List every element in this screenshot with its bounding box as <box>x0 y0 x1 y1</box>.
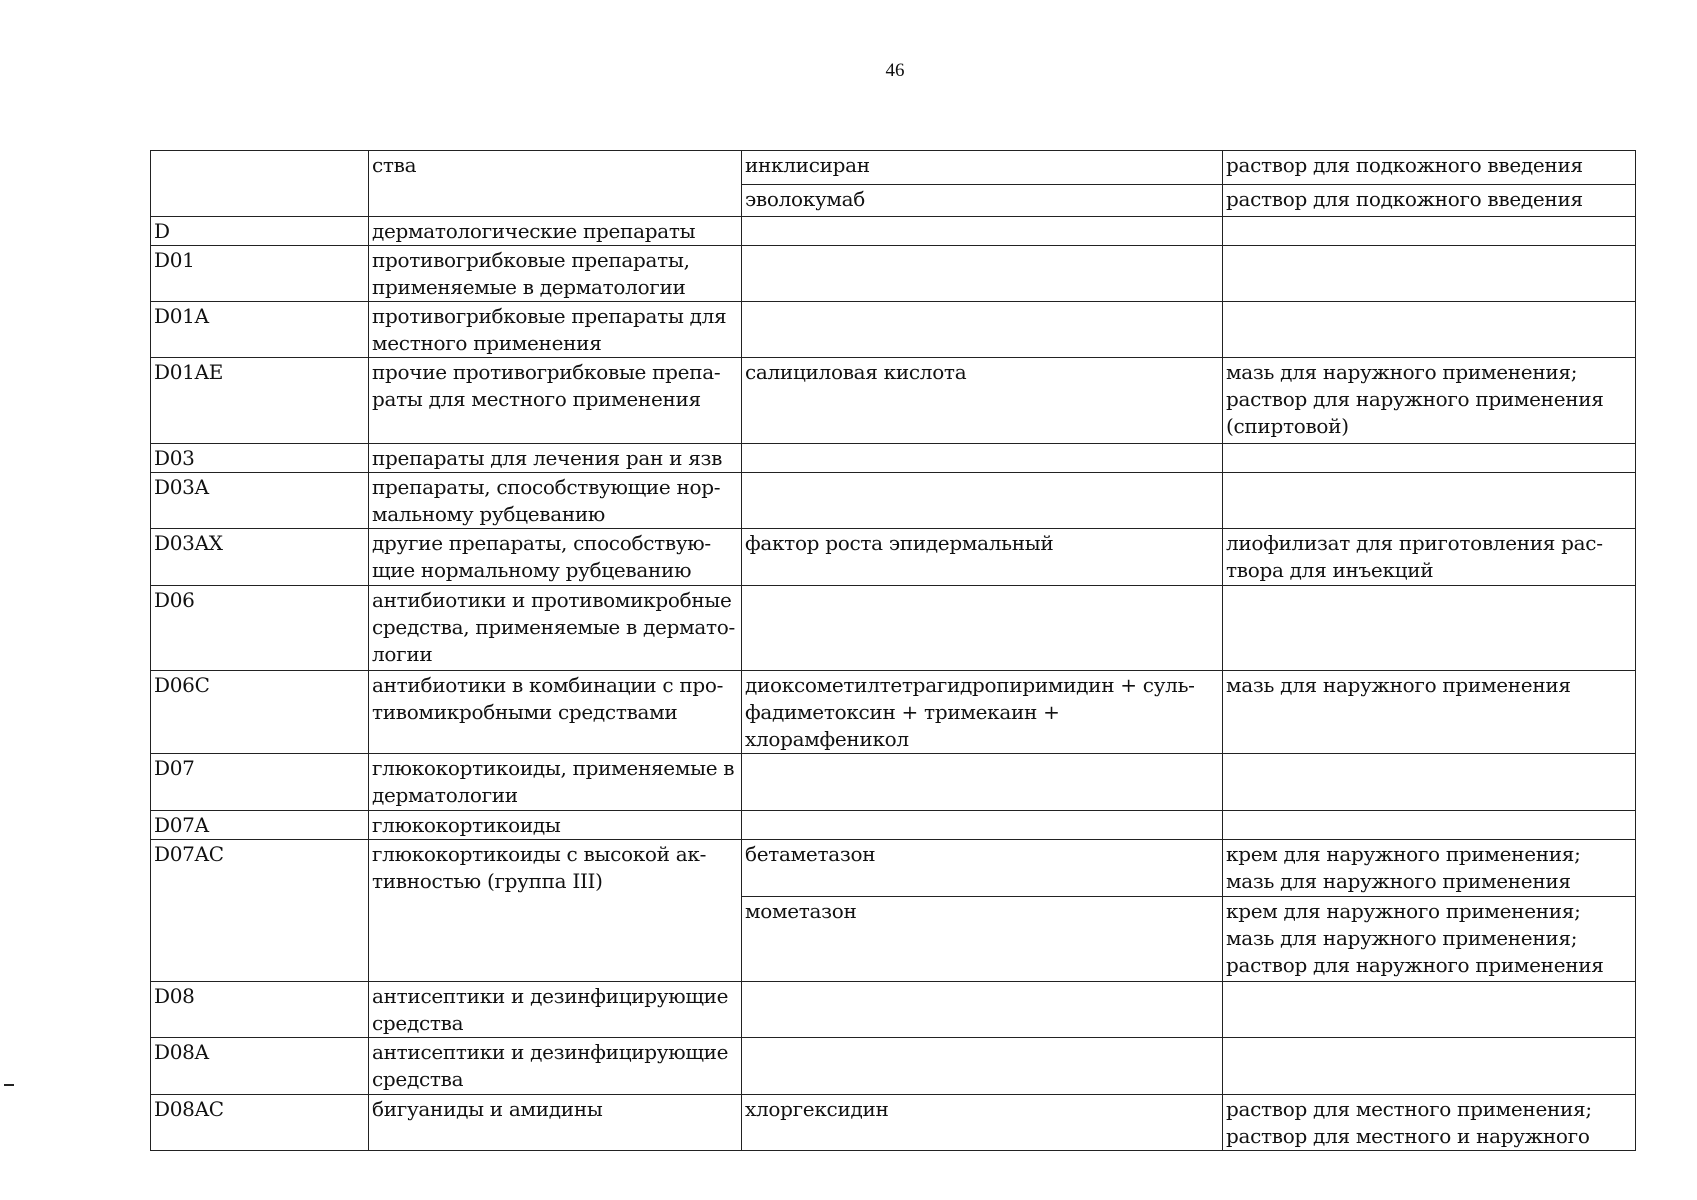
table-row <box>151 246 1636 302</box>
group-name-cell: дерматологические препараты <box>369 217 742 246</box>
table-row <box>151 982 1636 1038</box>
drug-name-cell <box>742 754 1223 811</box>
atc-code-cell: D07A <box>151 811 369 840</box>
dosage-form: раствор для местного применения; <box>1226 1097 1592 1121</box>
dosage-form: раствор для местного и наружного <box>1226 1124 1590 1148</box>
dosage-form: лиофилизат для приготовления рас-твора для инъекций <box>1226 531 1603 582</box>
dosage-form-cell <box>1223 246 1636 302</box>
drug-name-cell: инклисиран <box>742 151 1223 185</box>
drug-name-cell <box>742 586 1223 671</box>
dosage-form: мазь для наружного применения; <box>1226 360 1578 384</box>
drug-name-cell <box>742 811 1223 840</box>
dosage-form-cell <box>1223 529 1636 586</box>
table-row <box>151 358 1636 444</box>
atc-code-cell: D08A <box>151 1038 369 1095</box>
drug-name-cell: мометазон <box>742 897 1223 982</box>
group-name-cell: прочие противогрибковые препа-раты для местного применения <box>369 358 742 444</box>
table-row <box>151 302 1636 358</box>
dosage-form: раствор для наружного применения <box>1226 953 1604 977</box>
group-name-cell: противогрибковые препараты для местного применения <box>369 302 742 358</box>
dosage-form: раствор для подкожного введения <box>1226 153 1583 177</box>
dosage-form: раствор для наружного применения (спиртовой) <box>1226 387 1604 438</box>
dosage-form-cell <box>1223 754 1636 811</box>
atc-code-cell: D03AX <box>151 529 369 586</box>
table-row <box>151 473 1636 529</box>
drug-name-cell: салициловая кислота <box>742 358 1223 444</box>
dosage-form-cell <box>1223 811 1636 840</box>
drug-name-cell: хлоргексидин <box>742 1095 1223 1151</box>
atc-code-cell: D08 <box>151 982 369 1038</box>
drug-name-cell <box>742 217 1223 246</box>
table-row <box>151 217 1636 246</box>
atc-code-cell: D06 <box>151 586 369 671</box>
atc-code-cell: D08AC <box>151 1095 369 1151</box>
dosage-form-cell <box>1223 897 1636 982</box>
dosage-form-cell <box>1223 473 1636 529</box>
dosage-form-cell <box>1223 185 1636 217</box>
atc-code-cell: D07AC <box>151 840 369 982</box>
atc-code-cell: D06C <box>151 671 369 754</box>
group-name-cell: ства <box>369 151 742 217</box>
group-name-cell: препараты, способствующие нор-мальному рубцеванию <box>369 473 742 529</box>
margin-mark <box>4 1084 14 1086</box>
group-name-cell: антибиотики в комбинации с про-тивомикробными средствами <box>369 671 742 754</box>
table-row <box>151 444 1636 473</box>
drug-name-cell <box>742 302 1223 358</box>
dosage-form-cell <box>1223 444 1636 473</box>
atc-code-cell: D01A <box>151 302 369 358</box>
atc-code-cell <box>151 151 369 217</box>
table-row <box>151 671 1636 754</box>
group-name-cell: другие препараты, способствую-щие нормальному рубцеванию <box>369 529 742 586</box>
atc-code-cell: D <box>151 217 369 246</box>
dosage-form-cell <box>1223 358 1636 444</box>
drug-name-cell <box>742 246 1223 302</box>
table-row <box>151 840 1636 897</box>
group-name-cell: глюкокортикоиды с высокой ак-тивностью (группа III) <box>369 840 742 982</box>
dosage-form-cell <box>1223 840 1636 897</box>
drug-name-cell <box>742 444 1223 473</box>
group-name-cell: глюкокортикоиды, применяемые в дерматологии <box>369 754 742 811</box>
drug-name-cell <box>742 1038 1223 1095</box>
table-row <box>151 811 1636 840</box>
table-row <box>151 529 1636 586</box>
group-name-cell: глюкокортикоиды <box>369 811 742 840</box>
dosage-form-cell <box>1223 982 1636 1038</box>
group-name-cell: антисептики и дезинфицирующие средства <box>369 982 742 1038</box>
atc-code-cell: D03 <box>151 444 369 473</box>
atc-code-cell: D01 <box>151 246 369 302</box>
table-row <box>151 754 1636 811</box>
dosage-form: мазь для наружного применения <box>1226 673 1571 697</box>
drug-name-cell: диоксометилтетрагидропиримидин + суль-фадиметоксин + тримекаин + хлорамфеникол <box>742 671 1223 754</box>
atc-code-cell: D01AE <box>151 358 369 444</box>
group-name-cell: антибиотики и противомикробные средства, применяемые в дермато-логии <box>369 586 742 671</box>
group-name-cell: антисептики и дезинфицирующие средства <box>369 1038 742 1095</box>
table-row <box>151 586 1636 671</box>
dosage-form: раствор для подкожного введения <box>1226 187 1583 211</box>
drug-name-cell <box>742 982 1223 1038</box>
dosage-form-cell <box>1223 1095 1636 1151</box>
drug-name-cell <box>742 473 1223 529</box>
dosage-form-cell <box>1223 302 1636 358</box>
group-name-cell: бигуаниды и амидины <box>369 1095 742 1151</box>
dosage-form-cell <box>1223 671 1636 754</box>
dosage-form-cell <box>1223 586 1636 671</box>
table-row <box>151 151 1636 185</box>
dosage-form: мазь для наружного применения; <box>1226 926 1578 950</box>
dosage-form: крем для наружного применения; <box>1226 899 1581 923</box>
drug-name-cell: бетаметазон <box>742 840 1223 897</box>
dosage-form-cell <box>1223 1038 1636 1095</box>
group-name-cell: препараты для лечения ран и язв <box>369 444 742 473</box>
atc-code-cell: D03A <box>151 473 369 529</box>
page-number: 46 <box>885 60 905 81</box>
dosage-form: мазь для наружного применения <box>1226 869 1571 893</box>
group-name-cell: противогрибковые препараты, применяемые в дерматологии <box>369 246 742 302</box>
table-row <box>151 1038 1636 1095</box>
table-row <box>151 1095 1636 1151</box>
dosage-form-cell <box>1223 151 1636 185</box>
drug-name-cell: эволокумаб <box>742 185 1223 217</box>
dosage-form: крем для наружного применения; <box>1226 842 1581 866</box>
drug-name-cell: фактор роста эпидермальный <box>742 529 1223 586</box>
drug-table <box>150 150 1636 1151</box>
dosage-form-cell <box>1223 217 1636 246</box>
atc-code-cell: D07 <box>151 754 369 811</box>
